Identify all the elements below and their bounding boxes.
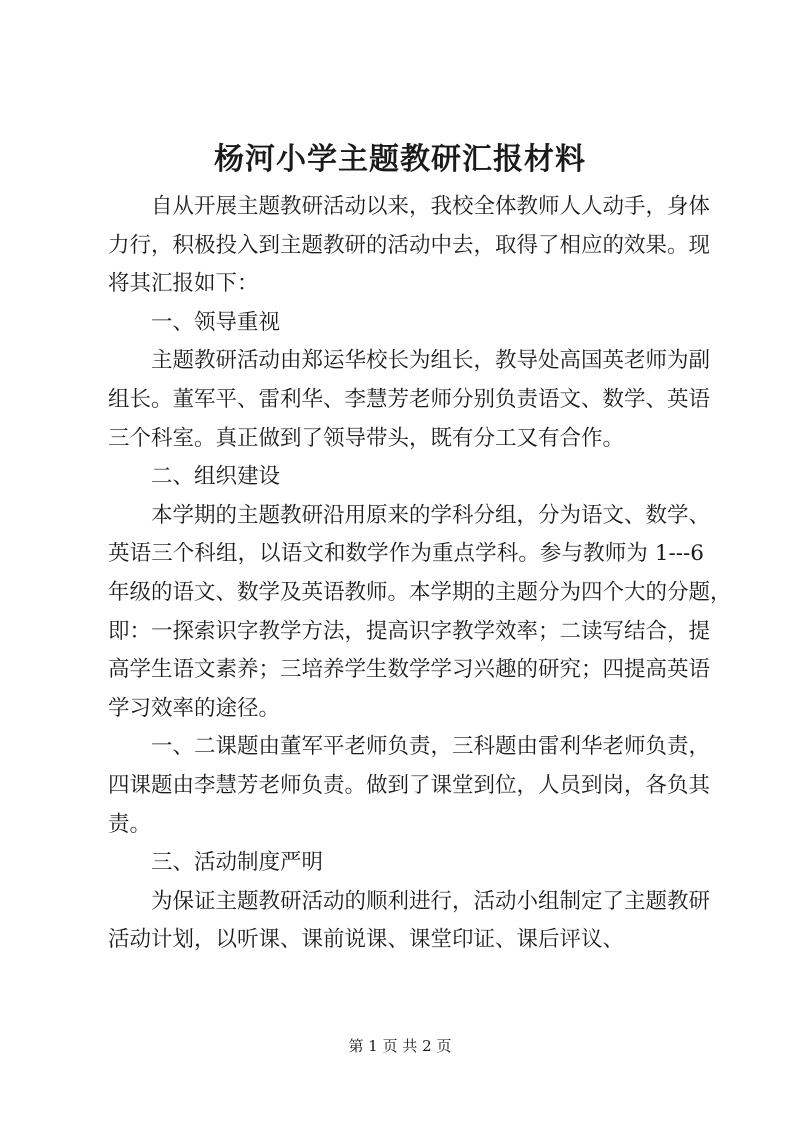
body-line: 高学生语文素养；三培养学生数学学习兴趣的研究；四提高英语 — [108, 657, 711, 683]
body-line: 即：一探索识字教学方法，提高识字教学效率；二读写结合，提 — [108, 618, 711, 644]
body-line: 组长。董军平、雷利华、李慧芳老师分别负责语文、数学、英语 — [108, 386, 711, 412]
page-footer: 第 1 页 共 2 页 — [348, 1037, 452, 1055]
section-heading: 一、领导重视 — [151, 309, 281, 335]
body-line: 活动计划，以听课、课前说课、课堂印证、课后评议、 — [108, 927, 625, 953]
body-line: 学习效率的途径。 — [108, 695, 281, 721]
body-line: 自从开展主题教研活动以来，我校全体教师人人动手，身体 — [151, 194, 711, 219]
body-line: 主题教研活动由郑运华校长为组长，教导处高国英老师为副 — [151, 348, 711, 374]
document-title: 杨河小学主题教研汇报材料 — [214, 142, 586, 177]
body-line: 为保证主题教研活动的顺利进行，活动小组制定了主题教研 — [151, 888, 711, 914]
body-line: 英语三个科组，以语文和数学作为重点学科。参与教师为 1---6 — [108, 541, 704, 567]
body-line: 年级的语文、数学及英语教师。本学期的主题分为四个大的分题， — [108, 579, 732, 605]
body-line: 责。 — [108, 811, 152, 837]
body-line: 四课题由李慧芳老师负责。做到了课堂到位，人员到岗，各负其 — [108, 772, 711, 798]
document-body — [108, 188, 732, 960]
body-line: 本学期的主题教研沿用原来的学科分组，分为语文、数学、 — [151, 502, 711, 528]
body-line: 一、二课题由董军平老师负责，三科题由雷利华老师负责， — [151, 734, 711, 760]
section-heading: 二、组织建设 — [151, 464, 281, 490]
body-line: 将其汇报如下： — [108, 271, 259, 297]
body-line: 力行，积极投入到主题教研的活动中去，取得了相应的效果。现 — [108, 232, 711, 258]
section-heading: 三、活动制度严明 — [151, 850, 324, 876]
body-line: 三个科室。真正做到了领导带头，既有分工又有合作。 — [108, 425, 625, 451]
